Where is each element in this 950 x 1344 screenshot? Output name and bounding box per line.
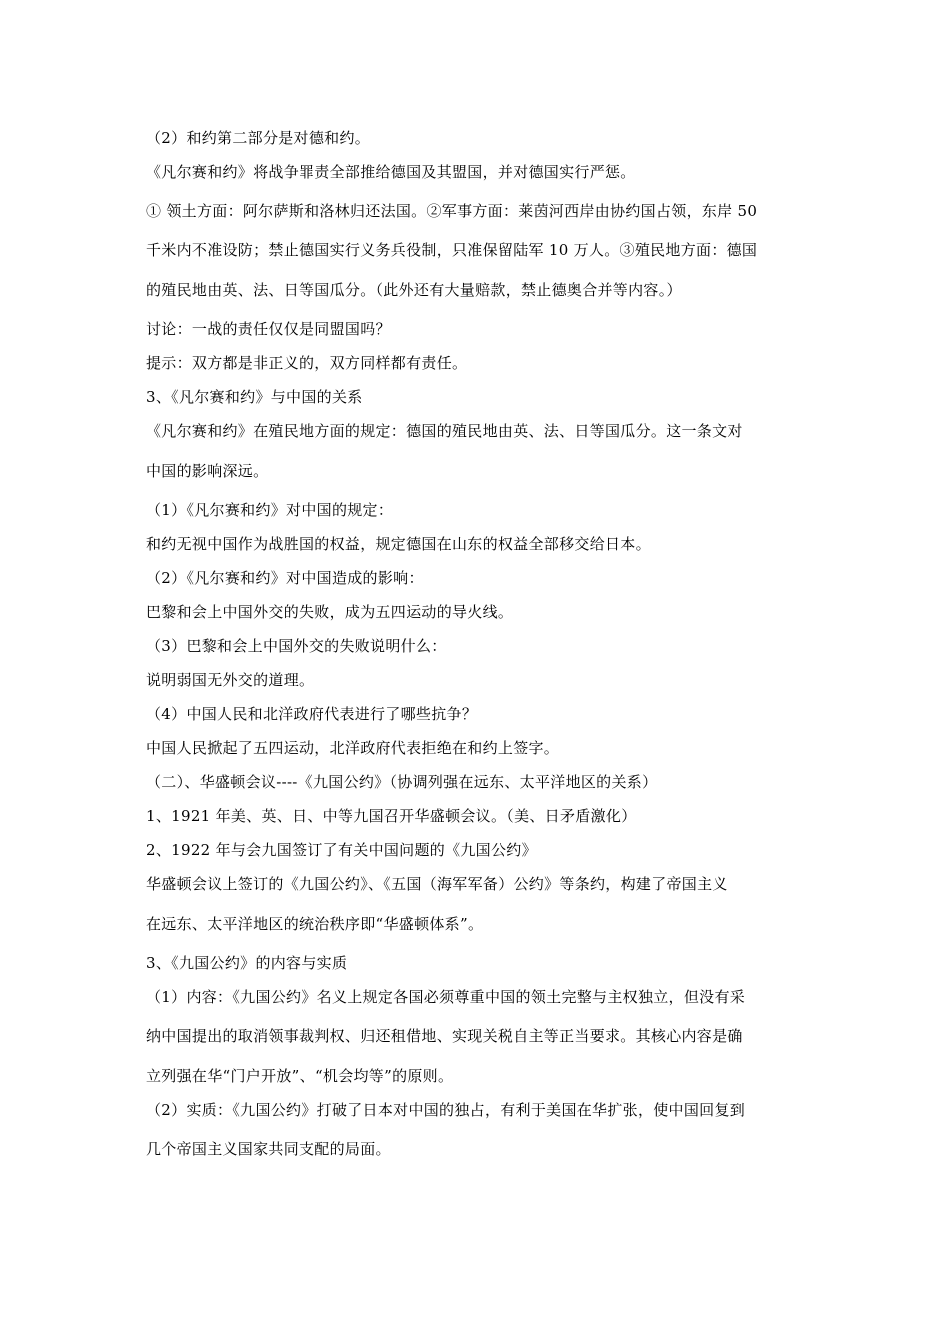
text-line: 千米内不准设防；禁止德国实行义务兵役制，只准保留陆军 10 万人。③殖民地方面：德国 <box>146 241 758 259</box>
text-line: （2）《凡尔赛和约》对中国造成的影响： <box>146 569 424 587</box>
text-line: 几个帝国主义国家共同支配的局面。 <box>146 1140 391 1158</box>
text-line: （2）和约第二部分是对德和约。 <box>146 129 371 147</box>
text-line: 《凡尔赛和约》在殖民地方面的规定：德国的殖民地由英、法、日等国瓜分。这一条文对 <box>146 422 743 440</box>
text-line: 在远东、太平洋地区的统治秩序即“华盛顿体系”。 <box>146 915 484 933</box>
text-line: （4）中国人民和北洋政府代表进行了哪些抗争？ <box>146 705 478 723</box>
text-line: 中国的影响深远。 <box>146 462 269 480</box>
text-line: （2）实质：《九国公约》打破了日本对中国的独占，有利于美国在华扩张，使中国回复到 <box>146 1101 746 1119</box>
text-line: （3）巴黎和会上中国外交的失败说明什么： <box>146 637 447 655</box>
text-line: （二）、华盛顿会议----《九国公约》（协调列强在远东、太平洋地区的关系） <box>146 773 658 791</box>
text-line: 华盛顿会议上签订的《九国公约》、《五国（海军军备）公约》等条约，构建了帝国主义 <box>146 875 728 893</box>
text-line: ① 领土方面：阿尔萨斯和洛林归还法国。②军事方面：莱茵河西岸由协约国占领，东岸 50 <box>146 202 758 220</box>
text-line: 立列强在华“门户开放”、“机会均等”的原则。 <box>146 1067 454 1085</box>
text-line: 讨论：一战的责任仅仅是同盟国吗？ <box>146 320 391 338</box>
text-line: 中国人民掀起了五四运动，北洋政府代表拒绝在和约上签字。 <box>146 739 560 757</box>
text-line: 1、1921 年美、英、日、中等九国召开华盛顿会议。（美、日矛盾激化） <box>146 807 637 825</box>
text-line: 的殖民地由英、法、日等国瓜分。（此外还有大量赔款，禁止德奥合并等内容。） <box>146 281 682 299</box>
text-line: 和约无视中国作为战胜国的权益，规定德国在山东的权益全部移交给日本。 <box>146 535 651 553</box>
text-line: 2、1922 年与会九国签订了有关中国问题的《九国公约》 <box>146 841 537 859</box>
text-line: 3、《九国公约》的内容与实质 <box>146 954 348 972</box>
text-line: 提示：双方都是非正义的，双方同样都有责任。 <box>146 354 468 372</box>
text-line: 巴黎和会上中国外交的失败，成为五四运动的导火线。 <box>146 603 514 621</box>
text-line: 说明弱国无外交的道理。 <box>146 671 315 689</box>
text-line: （1）《凡尔赛和约》对中国的规定： <box>146 501 394 519</box>
text-line: 《凡尔赛和约》将战争罪责全部推给德国及其盟国，并对德国实行严惩。 <box>146 163 636 181</box>
text-line: （1）内容：《九国公约》名义上规定各国必须尊重中国的领土完整与主权独立，但没有采 <box>146 988 746 1006</box>
text-line: 3、《凡尔赛和约》与中国的关系 <box>146 388 363 406</box>
text-line: 纳中国提出的取消领事裁判权、归还租借地、实现关税自主等正当要求。其核心内容是确 <box>146 1027 743 1045</box>
